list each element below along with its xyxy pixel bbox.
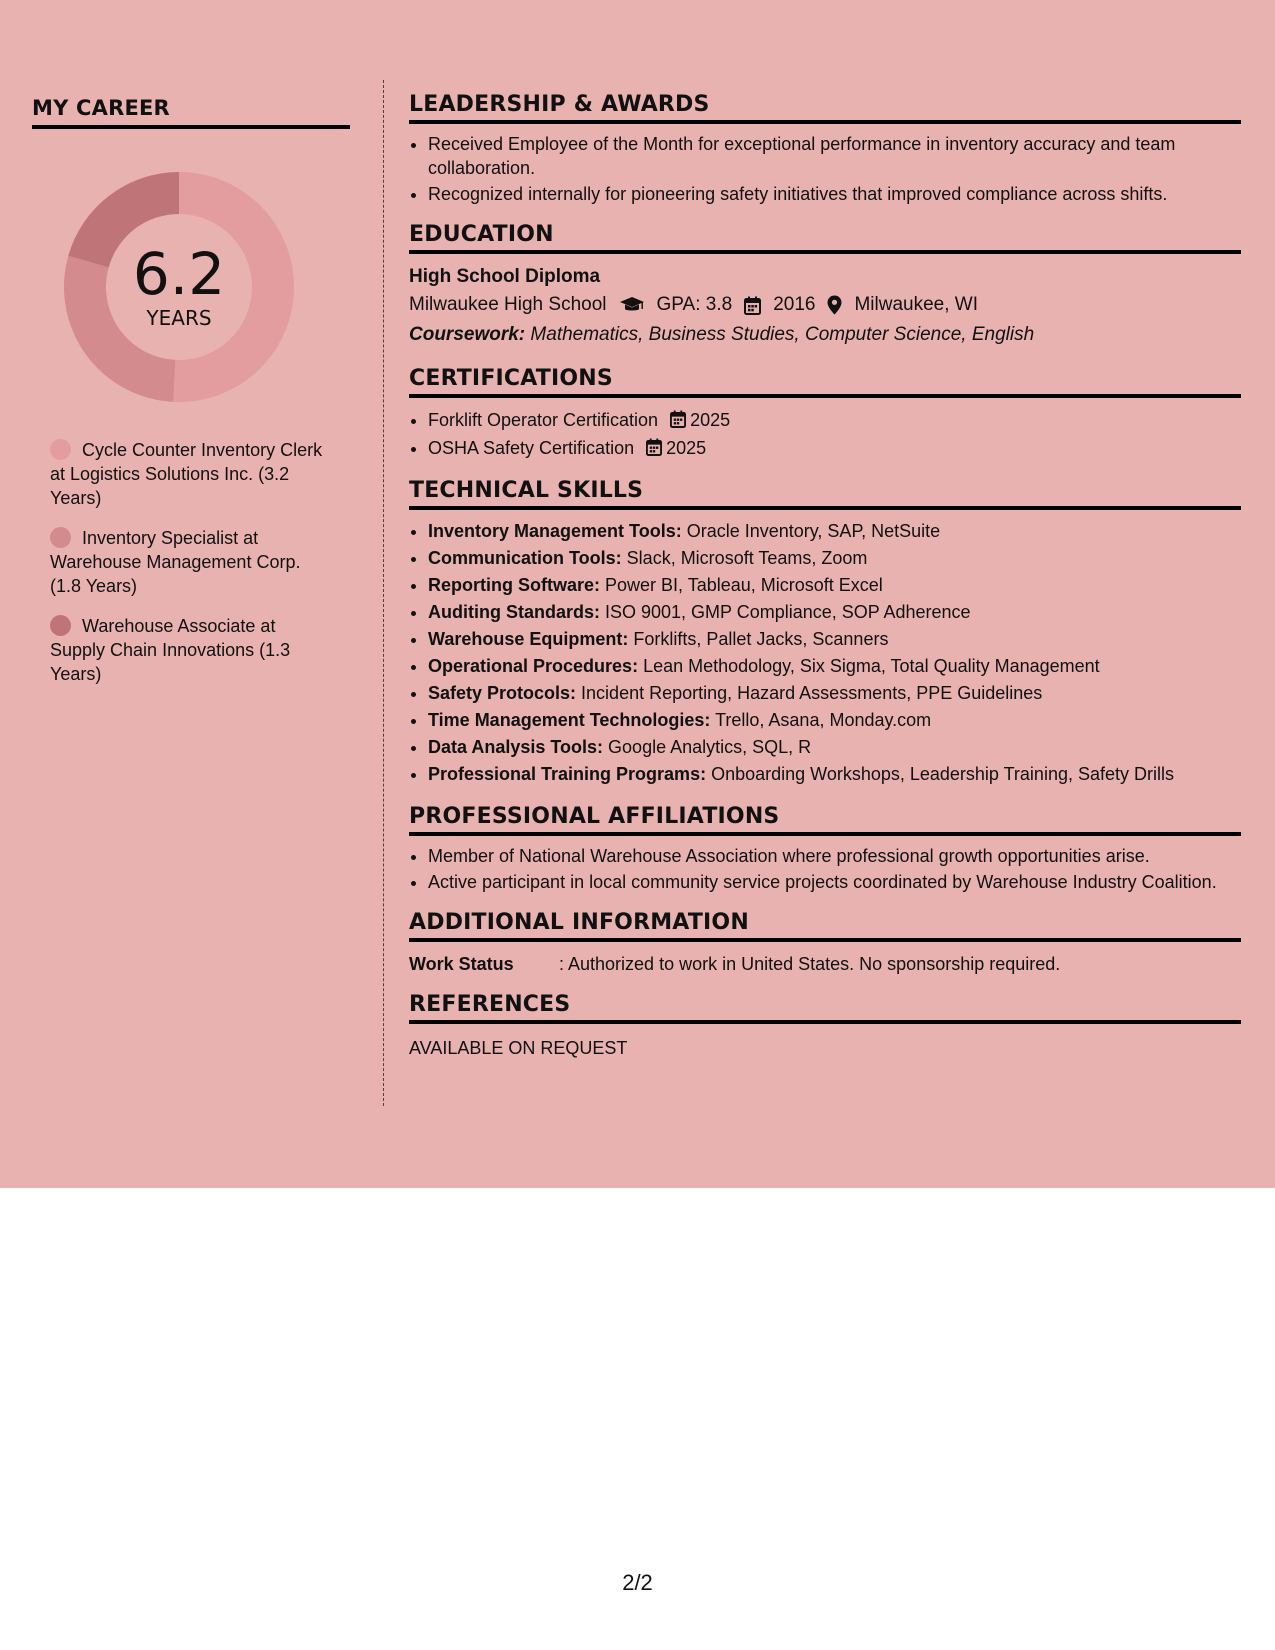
donut-center bbox=[64, 172, 294, 402]
skill-value: Google Analytics, SQL, R bbox=[603, 737, 812, 757]
calendar-icon bbox=[646, 438, 662, 456]
list-item bbox=[428, 707, 1241, 734]
list-item bbox=[428, 680, 1241, 707]
skill-label: Inventory Management Tools: bbox=[428, 521, 682, 541]
references-section bbox=[409, 992, 1241, 1060]
cert-year: 2025 bbox=[666, 438, 707, 458]
skill-value: Onboarding Workshops, Leadership Training, Safety Drills bbox=[706, 764, 1174, 784]
skill-value: ISO 9001, GMP Compliance, SOP Adherence bbox=[600, 602, 971, 622]
list-item bbox=[428, 734, 1241, 761]
list-item bbox=[428, 406, 1241, 434]
work-status-label: Work Status bbox=[409, 954, 514, 974]
career-title: MY CAREER bbox=[32, 96, 350, 129]
education-year: 2016 bbox=[773, 294, 816, 315]
skill-label: Data Analysis Tools: bbox=[428, 737, 604, 757]
coursework-value: Mathematics, Business Studies, Computer Science, English bbox=[525, 324, 1035, 345]
education-degree: High School Diploma bbox=[409, 266, 601, 287]
career-legend bbox=[50, 438, 330, 686]
education-title: EDUCATION bbox=[409, 222, 1241, 254]
skill-label: Professional Training Programs: bbox=[428, 764, 707, 784]
list-item bbox=[428, 545, 1241, 572]
page-number: 2/2 bbox=[622, 1570, 653, 1595]
map-pin-icon bbox=[827, 295, 842, 315]
work-status-row bbox=[409, 952, 1241, 976]
additional-title: ADDITIONAL INFORMATION bbox=[409, 910, 1241, 942]
education-details bbox=[409, 290, 1241, 320]
skill-value: Lean Methodology, Six Sigma, Total Quality Management bbox=[638, 656, 1100, 676]
list-item bbox=[428, 599, 1241, 626]
education-location: Milwaukee, WI bbox=[854, 294, 978, 315]
skill-label: Warehouse Equipment: bbox=[428, 629, 629, 649]
skills-list bbox=[409, 518, 1241, 788]
legend-item bbox=[50, 526, 330, 598]
list-item: • Active participant in local community service projects coordinated by Warehouse Industry Coalition. bbox=[428, 870, 1241, 894]
skill-value: Oracle Inventory, SAP, NetSuite bbox=[681, 521, 941, 541]
skill-label: Auditing Standards: bbox=[428, 602, 600, 622]
calendar-icon bbox=[744, 296, 761, 315]
right-column bbox=[409, 92, 1241, 1076]
education-section bbox=[409, 222, 1241, 350]
leadership-section bbox=[409, 92, 1241, 206]
affiliations-section bbox=[409, 804, 1241, 894]
list-item bbox=[428, 572, 1241, 599]
skill-label: Time Management Technologies: bbox=[428, 710, 711, 730]
certifications-title: CERTIFICATIONS bbox=[409, 366, 1241, 398]
total-years-value: 6.2 bbox=[132, 240, 226, 308]
legend-label: Inventory Specialist at Warehouse Management Corp. (1.8 Years) bbox=[50, 528, 301, 596]
skill-value: Slack, Microsoft Teams, Zoom bbox=[621, 548, 868, 568]
list-item bbox=[428, 653, 1241, 680]
list-item: • Member of National Warehouse Association where professional growth opportunities arise. bbox=[428, 844, 1241, 868]
legend-dot-icon bbox=[50, 527, 71, 548]
list-item bbox=[428, 626, 1241, 653]
cert-year: 2025 bbox=[690, 410, 731, 430]
skill-label: Operational Procedures: bbox=[428, 656, 639, 676]
skill-value: Forklifts, Pallet Jacks, Scanners bbox=[628, 629, 889, 649]
skills-title: TECHNICAL SKILLS bbox=[409, 478, 1241, 510]
legend-item bbox=[50, 438, 330, 510]
calendar-icon bbox=[670, 410, 686, 428]
affiliations-title: PROFESSIONAL AFFILIATIONS bbox=[409, 804, 1241, 836]
legend-item bbox=[50, 614, 330, 686]
skill-label: Reporting Software: bbox=[428, 575, 601, 595]
cert-name: OSHA Safety Certification bbox=[428, 438, 635, 458]
list-item bbox=[428, 761, 1241, 788]
legend-label: Warehouse Associate at Supply Chain Innovations (1.3 Years) bbox=[50, 616, 291, 684]
additional-section bbox=[409, 910, 1241, 976]
education-gpa: GPA: 3.8 bbox=[656, 294, 733, 315]
column-divider bbox=[383, 80, 384, 1106]
coursework-label: Coursework: bbox=[409, 324, 526, 345]
left-column bbox=[32, 96, 350, 702]
graduation-cap-icon bbox=[619, 296, 645, 314]
skills-section bbox=[409, 478, 1241, 788]
education-school: Milwaukee High School bbox=[409, 294, 607, 315]
list-item bbox=[428, 518, 1241, 545]
career-donut-chart bbox=[64, 172, 294, 402]
total-years-unit: YEARS bbox=[146, 306, 212, 330]
list-item: • Recognized internally for pioneering safety initiatives that improved compliance across shifts. bbox=[428, 182, 1241, 206]
skill-label: Safety Protocols: bbox=[428, 683, 577, 703]
leadership-title: LEADERSHIP & AWARDS bbox=[409, 92, 1241, 124]
skill-value: Incident Reporting, Hazard Assessments, PPE Guidelines bbox=[576, 683, 1043, 703]
legend-dot-icon bbox=[50, 615, 71, 636]
list-item bbox=[428, 434, 1241, 462]
certifications-section bbox=[409, 366, 1241, 462]
list-item: • Received Employee of the Month for exceptional performance in inventory accuracy and team collaboration. bbox=[428, 132, 1241, 180]
skill-value: Power BI, Tableau, Microsoft Excel bbox=[600, 575, 883, 595]
work-status-value: : Authorized to work in United States. No sponsorship required. bbox=[559, 954, 1061, 974]
legend-label: Cycle Counter Inventory Clerk at Logistics Solutions Inc. (3.2 Years) bbox=[50, 440, 323, 508]
skill-label: Communication Tools: bbox=[428, 548, 622, 568]
leadership-list bbox=[409, 132, 1241, 206]
affiliations-list bbox=[409, 844, 1241, 894]
skill-value: Trello, Asana, Monday.com bbox=[710, 710, 932, 730]
certifications-list bbox=[409, 406, 1241, 462]
cert-name: Forklift Operator Certification bbox=[428, 410, 659, 430]
education-coursework bbox=[409, 320, 1241, 350]
references-text: AVAILABLE ON REQUEST bbox=[409, 1038, 628, 1058]
references-title: REFERENCES bbox=[409, 992, 1241, 1024]
legend-dot-icon bbox=[50, 439, 71, 460]
